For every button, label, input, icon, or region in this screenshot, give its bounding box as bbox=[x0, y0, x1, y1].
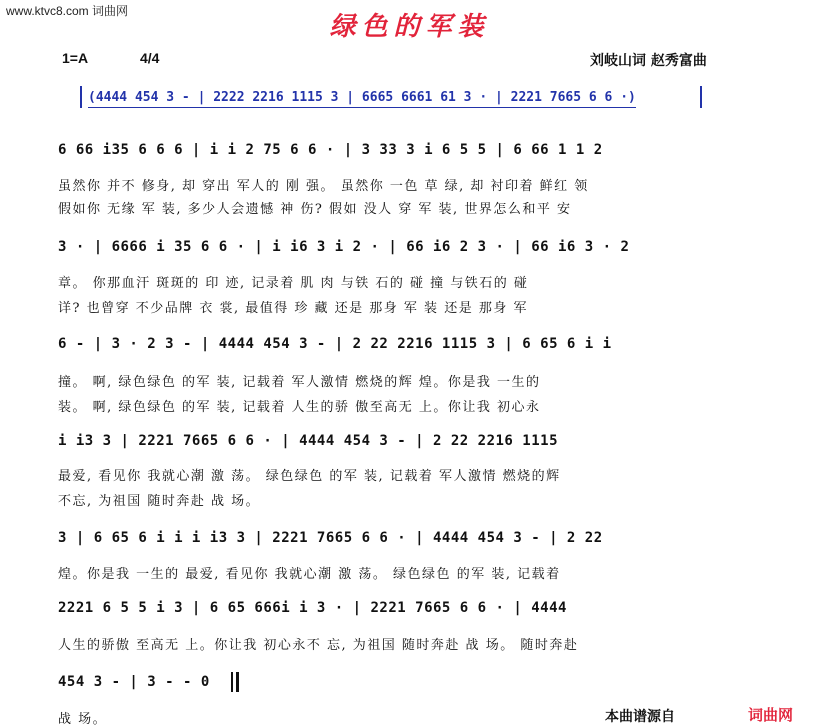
system-7-lyric-1: 战 场。 bbox=[58, 712, 108, 727]
system-3-lyric-1: 撞。 啊, 绿色绿色 的军 装, 记载着 军人激情 燃烧的辉 煌。你是我 一生的 bbox=[58, 375, 541, 390]
system-6-lyric-1: 人生的骄傲 至高无 上。你让我 初心永不 忘, 为祖国 随时奔赴 战 场。 随时奔赴 bbox=[58, 638, 579, 653]
source-label: 本曲谱源自 bbox=[605, 709, 675, 725]
time-signature: 4/4 bbox=[140, 50, 160, 66]
system-7-notes: 454 3 - | 3 - - 0 bbox=[58, 674, 210, 690]
system-2-lyric-2: 详? 也曾穿 不少品牌 衣 裳, 最值得 珍 藏 还是 那身 军 装 还是 那身 军 bbox=[58, 301, 528, 316]
song-title: 绿色的军装 bbox=[329, 12, 490, 42]
final-barline-thick bbox=[236, 672, 239, 692]
key-signature: 1=A bbox=[62, 50, 89, 66]
site-logo-text: 词曲网 bbox=[748, 706, 794, 724]
system-4-notes: i i3 3 | 2221 7665 6 6 · | 4444 454 3 - | 2 22 2216 1115 bbox=[58, 433, 559, 449]
intro-line: (4444 454 3 - | 2222 2216 1115 3 | 6665 6661 61 3 · | 2221 7665 6 6 ·) bbox=[88, 90, 636, 108]
system-4-lyric-2: 不忘, 为祖国 随时奔赴 战 场。 bbox=[58, 494, 261, 509]
system-5-notes: 3 | 6 65 6 i i i i3 3 | 2221 7665 6 6 · | 4444 454 3 - | 2 22 bbox=[58, 530, 603, 546]
system-2-lyric-1: 章。 你那血汗 斑斑的 印 迹, 记录着 肌 肉 与铁 石的 碰 撞 与铁石的 碰 bbox=[58, 276, 529, 291]
system-5-lyric-1: 煌。你是我 一生的 最爱, 看见你 我就心潮 激 荡。 绿色绿色 的军 装, 记载着 bbox=[58, 567, 561, 582]
system-4-lyric-1: 最爱, 看见你 我就心潮 激 荡。 绿色绿色 的军 装, 记载着 军人激情 燃烧的辉 bbox=[58, 469, 561, 484]
intro-start-bar bbox=[80, 86, 82, 108]
intro-end-bar bbox=[700, 86, 702, 108]
credits: 刘岐山词 赵秀富曲 bbox=[590, 53, 707, 69]
system-6-notes: 2221 6 5 5 i 3 | 6 65 666i i 3 · | 2221 7665 6 6 · | 4444 bbox=[58, 600, 567, 616]
system-3-notes: 6 - | 3 · 2 3 - | 4444 454 3 - | 2 22 2216 1115 3 | 6 65 6 i i bbox=[58, 336, 612, 352]
system-3-lyric-2: 装。 啊, 绿色绿色 的军 装, 记载着 人生的骄 傲至高无 上。你让我 初心永 bbox=[58, 400, 541, 415]
system-1-notes: 6 66 i35 6 6 6 | i i 2 75 6 6 · | 3 33 3 i 6 5 5 | 6 66 1 1 2 bbox=[58, 142, 603, 158]
system-2-notes: 3 · | 6666 i 35 6 6 · | i i6 3 i 2 · | 66 i6 2 3 · | 66 i6 3 · 2 bbox=[58, 239, 630, 255]
system-1-lyric-2: 假如你 无缘 军 装, 多少人会遗憾 神 伤? 假如 没人 穿 军 装, 世界怎么和平 安 bbox=[58, 202, 572, 217]
system-1-lyric-1: 虽然你 并不 修身, 却 穿出 军人的 刚 强。 虽然你 一色 草 绿, 却 衬印着 鲜红 领 bbox=[58, 179, 589, 194]
site-watermark: www.ktvc8.com 词曲网 bbox=[6, 4, 129, 18]
final-barline-thin bbox=[231, 672, 233, 692]
